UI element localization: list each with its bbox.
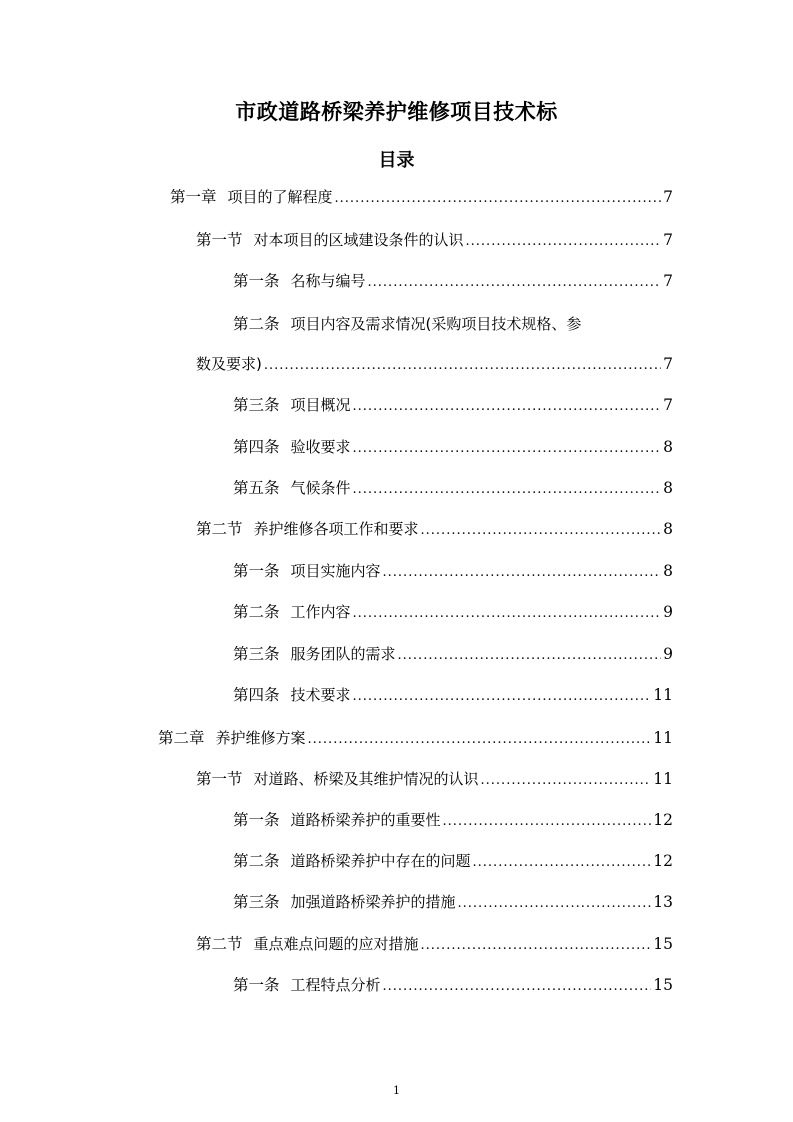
toc-leader-dots xyxy=(308,728,652,752)
toc-entry-title: 加强道路桥梁养护的措施 xyxy=(290,893,456,911)
toc-entry-title: 项目概况 xyxy=(290,396,351,414)
toc-entry-title: 重点难点问题的应对措施 xyxy=(253,935,419,953)
toc-entry-title: 项目实施内容 xyxy=(290,562,381,580)
toc-entry-number: 第二节 xyxy=(196,520,243,538)
toc-entry-number: 第二节 xyxy=(196,935,243,953)
toc-leader-dots xyxy=(353,685,652,709)
toc-entry-number: 第四条 xyxy=(233,438,280,456)
toc-entry-title: 服务团队的需求 xyxy=(290,645,396,663)
toc-leader-dots xyxy=(264,354,661,378)
toc-entry-article[interactable] xyxy=(233,476,673,500)
toc-entry-article[interactable] xyxy=(233,683,673,707)
toc-entry-title: 气候条件 xyxy=(290,479,351,497)
toc-entry-number: 第二条 xyxy=(233,603,280,621)
toc-entry-article[interactable] xyxy=(233,269,673,293)
toc-entry-number: 第四条 xyxy=(233,686,280,704)
page-number: 1 xyxy=(393,1084,400,1097)
toc-entry-page: 7 xyxy=(663,231,673,249)
toc-entry-page: 12 xyxy=(653,811,673,829)
toc-entry-article[interactable] xyxy=(233,312,673,336)
toc-entry-article[interactable] xyxy=(233,973,673,997)
toc-entry-article[interactable] xyxy=(233,890,673,914)
toc-entry-article-continuation[interactable] xyxy=(196,352,673,376)
toc-entry-number: 第三条 xyxy=(233,893,280,911)
toc-leader-dots xyxy=(398,644,662,668)
toc-leader-dots xyxy=(481,769,652,793)
toc-entry-page: 15 xyxy=(653,976,673,994)
toc-entry-page: 8 xyxy=(663,479,673,497)
toc-entry-page: 7 xyxy=(663,272,673,290)
toc-entry-page: 8 xyxy=(663,520,673,538)
toc-entry-number: 第一条 xyxy=(233,811,280,829)
toc-leader-dots xyxy=(353,395,662,419)
toc-entry-title-continuation: 数及要求) xyxy=(196,355,262,373)
toc-leader-dots xyxy=(353,478,662,502)
toc-entry-page: 8 xyxy=(663,438,673,456)
toc-entry-page: 7 xyxy=(663,188,673,206)
toc-entry-page: 11 xyxy=(653,686,673,704)
toc-entry-number: 第一节 xyxy=(196,770,243,788)
toc-leader-dots xyxy=(383,561,662,585)
toc-entry-page: 9 xyxy=(663,603,673,621)
document-title: 市政道路桥梁养护维修项目技术标 xyxy=(235,100,558,124)
toc-entry-page: 7 xyxy=(663,396,673,414)
toc-leader-dots xyxy=(466,230,662,254)
toc-entry-title: 工程特点分析 xyxy=(290,976,381,994)
toc-entry-chapter-2[interactable] xyxy=(158,726,673,750)
toc-entry-title: 对本项目的区域建设条件的认识 xyxy=(253,231,464,249)
toc-leader-dots xyxy=(383,975,652,999)
toc-leader-dots xyxy=(353,602,662,626)
toc-entry-title: 养护维修各项工作和要求 xyxy=(253,520,419,538)
toc-entry-section[interactable] xyxy=(196,228,673,252)
toc-entry-section[interactable] xyxy=(196,932,673,956)
toc-entry-article[interactable] xyxy=(233,559,673,583)
toc-entry-number: 第一节 xyxy=(196,231,243,249)
toc-entry-number: 第一章 xyxy=(170,188,217,206)
toc-leader-dots xyxy=(335,187,662,211)
toc-entry-page: 13 xyxy=(653,893,673,911)
toc-leader-dots xyxy=(458,892,652,916)
toc-entry-number: 第一条 xyxy=(233,976,280,994)
toc-entry-title: 技术要求 xyxy=(290,686,351,704)
toc-entry-article[interactable] xyxy=(233,435,673,459)
toc-entry-page: 11 xyxy=(653,770,673,788)
toc-entry-number: 第一条 xyxy=(233,272,280,290)
toc-entry-title: 养护维修方案 xyxy=(215,729,306,747)
toc-entry-title: 道路桥梁养护的重要性 xyxy=(290,811,441,829)
toc-entry-title: 对道路、桥梁及其维护情况的认识 xyxy=(253,770,479,788)
toc-leader-dots xyxy=(421,519,662,543)
toc-entry-title: 项目内容及需求情况(采购项目技术规格、参 xyxy=(290,315,582,333)
toc-leader-dots xyxy=(353,437,662,461)
toc-entry-title: 道路桥梁养护中存在的问题 xyxy=(290,852,471,870)
toc-entry-number: 第三条 xyxy=(233,645,280,663)
toc-entry-section[interactable] xyxy=(196,767,673,791)
toc-entry-article[interactable] xyxy=(233,642,673,666)
toc-entry-section[interactable] xyxy=(196,517,673,541)
toc-entry-article[interactable] xyxy=(233,393,673,417)
toc-entry-number: 第一条 xyxy=(233,562,280,580)
toc-entry-page: 7 xyxy=(663,355,673,373)
toc-heading: 目录 xyxy=(378,150,415,171)
toc-entry-page: 9 xyxy=(663,645,673,663)
toc-entry-page: 15 xyxy=(653,935,673,953)
toc-leader-dots xyxy=(473,851,652,875)
toc-leader-dots xyxy=(421,934,652,958)
toc-entry-title: 工作内容 xyxy=(290,603,351,621)
toc-entry-title: 名称与编号 xyxy=(290,272,366,290)
toc-entry-article[interactable] xyxy=(233,808,673,832)
toc-entry-number: 第二条 xyxy=(233,852,280,870)
toc-entry-article[interactable] xyxy=(233,600,673,624)
toc-entry-title: 验收要求 xyxy=(290,438,351,456)
toc-entry-page: 12 xyxy=(653,852,673,870)
toc-entry-number: 第三条 xyxy=(233,396,280,414)
toc-entry-page: 8 xyxy=(663,562,673,580)
toc-leader-dots xyxy=(368,271,662,295)
toc-entry-article[interactable] xyxy=(233,849,673,873)
toc-entry-page: 11 xyxy=(653,729,673,747)
toc-entry-number: 第五条 xyxy=(233,479,280,497)
toc-entry-number: 第二条 xyxy=(233,315,280,333)
toc-entry-chapter-1[interactable] xyxy=(170,185,673,209)
toc-entry-number: 第二章 xyxy=(158,729,205,747)
toc-entry-title: 项目的了解程度 xyxy=(227,188,333,206)
toc-leader-dots xyxy=(443,810,652,834)
